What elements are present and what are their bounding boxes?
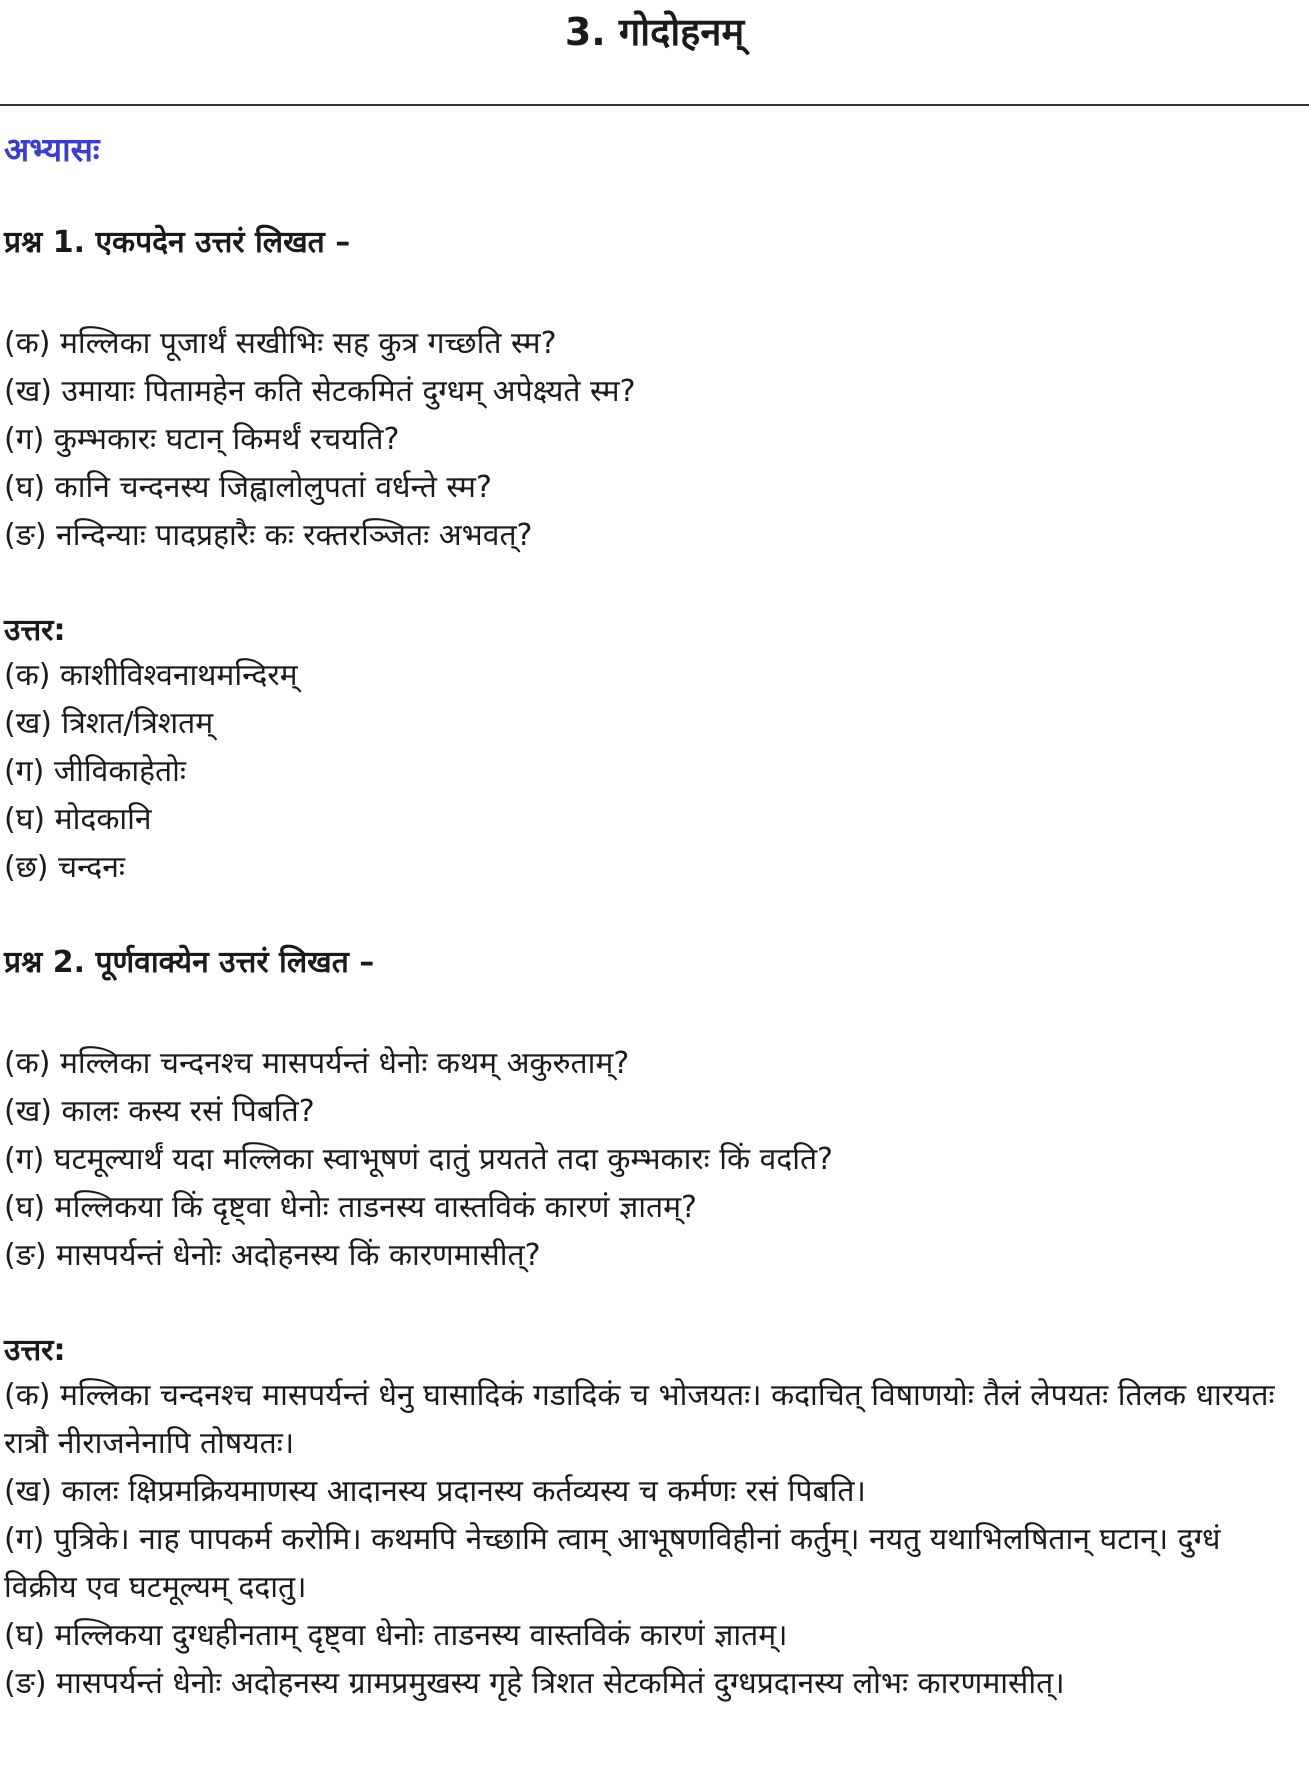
answer-1-list <box>4 652 1299 892</box>
question-1-item: (घ) कानि चन्दनस्य जिह्वालोलुपतां वर्धन्ते स्म? <box>4 470 492 505</box>
answer-2-item: (घ) मल्लिकया दुग्धहीनताम् दृष्ट्वा धेनोः ताडनस्य वास्तविकं कारणं ज्ञातम्। <box>4 1618 788 1653</box>
answer-1-item: (ग) जीविकाहेतोः <box>4 754 186 789</box>
question-1-list <box>4 320 1299 560</box>
page-title: 3. गोदोहनम् <box>564 10 745 54</box>
answer-1-item: (ख) त्रिशत/त्रिशतम् <box>4 706 214 741</box>
question-1-heading: प्रश्न 1. एकपदेन उत्तरं लिखत – <box>4 225 351 260</box>
question-1-item: (ख) उमायाः पितामहेन कति सेटकमितं दुग्धम् अपेक्ष्यते स्म? <box>4 374 636 409</box>
question-2-heading: प्रश्न 2. पूर्णवाक्येन उत्तरं लिखत – <box>4 945 375 980</box>
answer-2-heading: उत्तर: <box>4 1333 66 1368</box>
question-1-item: (ङ) नन्दिन्याः पादप्रहारैः कः रक्तरञ्जितः अभवत्? <box>4 518 533 553</box>
answer-1-item: (घ) मोदकानि <box>4 802 152 837</box>
title-divider <box>0 104 1309 106</box>
question-2-item: (ग) घटमूल्यार्थं यदा मल्लिका स्वाभूषणं दातुं प्रयतते तदा कुम्भकारः किं वदति? <box>4 1142 833 1177</box>
answer-1-heading: उत्तर: <box>4 613 66 648</box>
answer-2-list <box>4 1372 1299 1708</box>
question-2-item: (ख) कालः कस्य रसं पिबति? <box>4 1094 315 1129</box>
answer-2-item: (क) मल्लिका चन्दनश्च मासपर्यन्तं धेनु घासादिकं गडादिकं च भोजयतः। कदाचित् विषाणयोः तैलं लेपयतः तिलक धारयतः रात्रौ नीराजनेनापि तोषयतः। <box>4 1378 1275 1461</box>
exercise-content <box>4 128 1299 1708</box>
question-1-item: (ग) कुम्भकारः घटान् किमर्थं रचयति? <box>4 422 400 457</box>
question-1-item: (क) मल्लिका पूजार्थं सखीभिः सह कुत्र गच्छति स्म? <box>4 326 557 361</box>
question-2-item: (ङ) मासपर्यन्तं धेनोः अदोहनस्य किं कारणमासीत्? <box>4 1238 541 1273</box>
answer-1-item: (छ) चन्दनः <box>4 850 125 885</box>
section-heading: अभ्यासः <box>4 130 100 169</box>
question-2-list <box>4 1040 1299 1280</box>
answer-1-item: (क) काशीविश्वनाथमन्दिरम् <box>4 658 298 693</box>
question-2-item: (घ) मल्लिकया किं दृष्ट्वा धेनोः ताडनस्य वास्तविकं कारणं ज्ञातम्? <box>4 1190 697 1225</box>
answer-2-item: (ग) पुत्रिके। नाह पापकर्म करोमि। कथमपि नेच्छामि त्वाम् आभूषणविहीनां कर्तुम्। नयतु यथाभिलषितान् घटान्। दुग्धं विक्रीय एव घटमूल्यम् ददातु। <box>4 1522 1221 1605</box>
question-2-item: (क) मल्लिका चन्दनश्च मासपर्यन्तं धेनोः कथम् अकुरुताम्? <box>4 1046 630 1081</box>
answer-2-item: (ङ) मासपर्यन्तं धेनोः अदोहनस्य ग्रामप्रमुखस्य गृहे त्रिशत सेटकमितं दुग्धप्रदानस्य लोभः कारणमासीत्। <box>4 1666 1065 1701</box>
answer-2-item: (ख) कालः क्षिप्रमक्रियमाणस्य आदानस्य प्रदानस्य कर्तव्यस्य च कर्मणः रसं पिबति। <box>4 1474 866 1509</box>
